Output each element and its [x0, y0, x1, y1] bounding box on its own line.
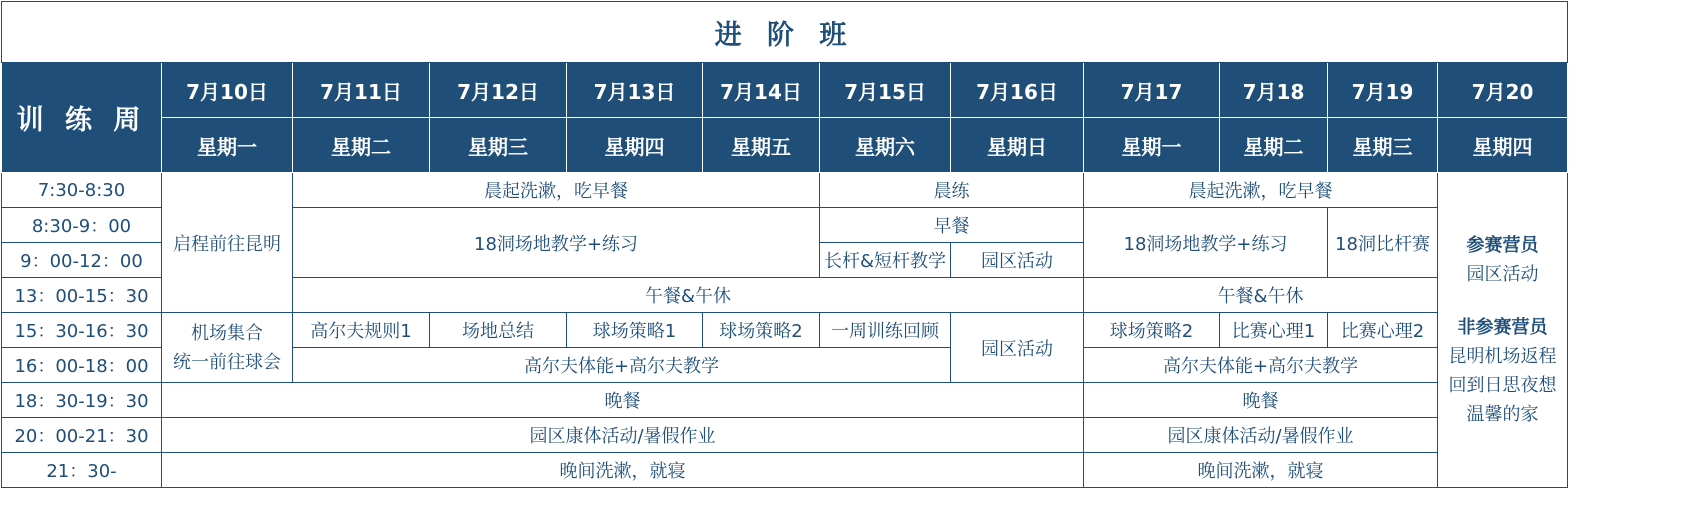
- cell-course-teaching: 18洞场地教学+练习: [1084, 208, 1328, 278]
- time-slot: 16：00-18：00: [2, 348, 162, 383]
- date-header: 7月17: [1084, 63, 1220, 118]
- cell-depart: 启程前往昆明: [162, 173, 293, 313]
- weekday-header: 星期二: [293, 118, 430, 173]
- time-slot: 7:30-8:30: [2, 173, 162, 208]
- time-slot: 21：30-: [2, 453, 162, 488]
- weekday-header: 星期四: [1438, 118, 1568, 173]
- time-slot: 8:30-9：00: [2, 208, 162, 243]
- non-participants-title: 非参赛营员: [1457, 317, 1548, 338]
- cell-wash-breakfast: 晨起洗漱，吃早餐: [293, 173, 820, 208]
- cell-rod-contest: 18洞比杆赛: [1328, 208, 1438, 278]
- cell-breakfast: 早餐: [820, 208, 1084, 243]
- cell-golf-rules: 高尔夫规则1: [293, 313, 430, 348]
- return-line: 昆明机场返程: [1448, 346, 1557, 367]
- cell-bedtime: 晚间洗漱，就寝: [1084, 453, 1438, 488]
- cell-dinner: 晚餐: [162, 383, 1084, 418]
- weekday-header: 星期三: [430, 118, 567, 173]
- weekday-header: 星期一: [1084, 118, 1220, 173]
- corner-label: 训 练 周: [2, 63, 162, 173]
- date-header: 7月10日: [162, 63, 293, 118]
- time-slot: 13：00-15：30: [2, 278, 162, 313]
- gather-line: 统一前往球会: [173, 351, 281, 373]
- cell-gather: [162, 313, 293, 383]
- schedule-table: [1, 1, 1568, 488]
- weekday-header: 星期六: [820, 118, 951, 173]
- cell-strategy: 球场策略1: [567, 313, 703, 348]
- weekday-header: 星期一: [162, 118, 293, 173]
- cell-fitness: 高尔夫体能+高尔夫教学: [293, 348, 951, 383]
- cell-psych: 比赛心理2: [1328, 313, 1438, 348]
- cell-park-activity: 园区活动: [951, 243, 1084, 278]
- cell-strategy: 球场策略2: [1084, 313, 1220, 348]
- weekday-header: 星期三: [1328, 118, 1438, 173]
- cell-morning-drill: 晨练: [820, 173, 1084, 208]
- cell-dinner: 晚餐: [1084, 383, 1438, 418]
- date-header: 7月19: [1328, 63, 1438, 118]
- date-header: 7月20: [1438, 63, 1568, 118]
- participants-activity: 园区活动: [1466, 264, 1539, 285]
- cell-park-activity: 园区活动: [951, 313, 1084, 383]
- date-header: 7月12日: [430, 63, 567, 118]
- cell-course-summary: 场地总结: [430, 313, 567, 348]
- date-header: 7月13日: [567, 63, 703, 118]
- page-title: 进 阶 班: [2, 2, 1568, 63]
- cell-strategy: 球场策略2: [703, 313, 820, 348]
- cell-long-short: 长杆&短杆教学: [820, 243, 951, 278]
- gather-line: 机场集合: [191, 322, 263, 344]
- weekday-header: 星期五: [703, 118, 820, 173]
- date-header: 7月15日: [820, 63, 951, 118]
- date-header: 7月18: [1220, 63, 1328, 118]
- cell-lunch: 午餐&午休: [293, 278, 1084, 313]
- cell-psych: 比赛心理1: [1220, 313, 1328, 348]
- weekday-header: 星期二: [1220, 118, 1328, 173]
- time-slot: 9：00-12：00: [2, 243, 162, 278]
- time-slot: 18：30-19：30: [2, 383, 162, 418]
- cell-course-teaching: 18洞场地教学+练习: [293, 208, 820, 278]
- weekday-header: 星期日: [951, 118, 1084, 173]
- cell-recreation: 园区康体活动/暑假作业: [1084, 418, 1438, 453]
- weekday-header: 星期四: [567, 118, 703, 173]
- cell-bedtime: 晚间洗漱，就寝: [162, 453, 1084, 488]
- participants-title: 参赛营员: [1466, 235, 1539, 256]
- cell-wash-breakfast: 晨起洗漱，吃早餐: [1084, 173, 1438, 208]
- date-header: 7月11日: [293, 63, 430, 118]
- cell-fitness: 高尔夫体能+高尔夫教学: [1084, 348, 1438, 383]
- date-header: 7月14日: [703, 63, 820, 118]
- time-slot: 20：00-21：30: [2, 418, 162, 453]
- cell-lunch: 午餐&午休: [1084, 278, 1438, 313]
- return-line: 回到日思夜想: [1448, 375, 1557, 396]
- date-header: 7月16日: [951, 63, 1084, 118]
- time-slot: 15：30-16：30: [2, 313, 162, 348]
- return-line: 温馨的家: [1466, 404, 1539, 425]
- cell-recreation: 园区康体活动/暑假作业: [162, 418, 1084, 453]
- cell-weekly-review: 一周训练回顾: [820, 313, 951, 348]
- cell-last-day: [1438, 173, 1568, 488]
